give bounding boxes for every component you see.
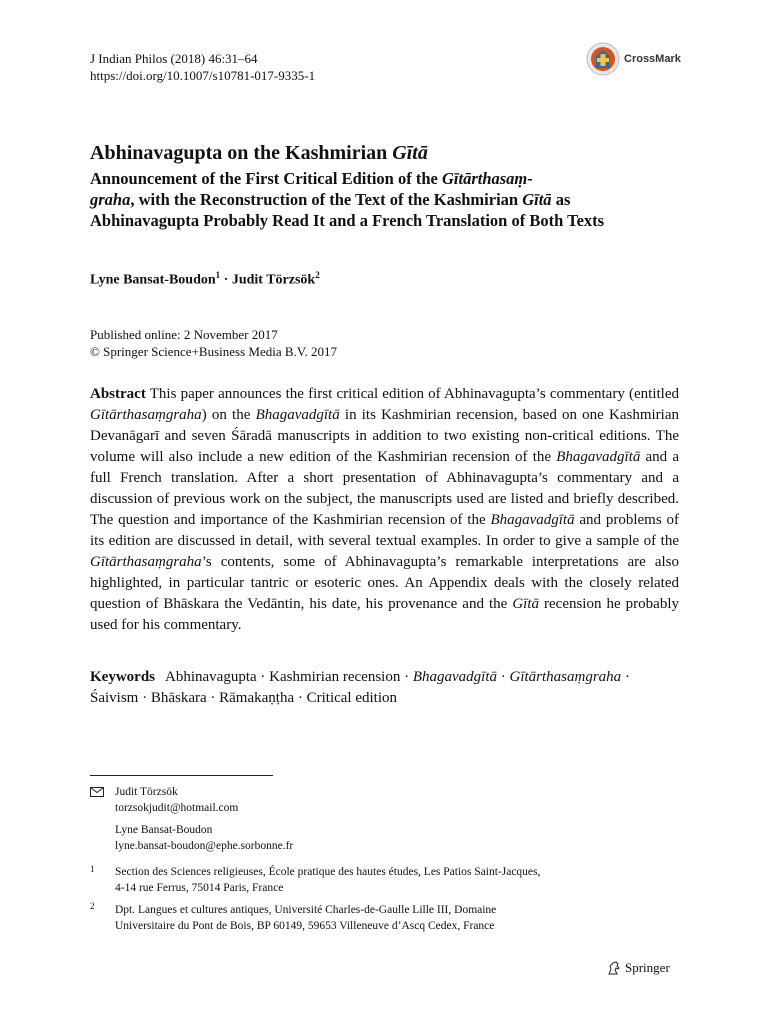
author-name[interactable]: Lyne Bansat-Boudon <box>90 272 216 288</box>
title-italic: Gītā <box>392 142 428 164</box>
abstract-text: ) on the <box>201 407 256 423</box>
abstract-text: This paper announces the first critical edition of Abhinavagupta’s commentary (entitled <box>145 386 679 402</box>
keyword-text: Gītārthasaṃgraha <box>509 669 622 685</box>
affiliation-2 <box>115 902 496 934</box>
author-affiliation-mark: 2 <box>315 270 320 280</box>
abstract-text: Bhagavadgītā <box>556 449 641 465</box>
article-title <box>90 142 428 165</box>
subtitle-part: Gītārthasaṃ- <box>441 169 533 188</box>
keywords <box>90 667 679 709</box>
abstract-text: Gītārthasaṃgraha <box>90 407 202 423</box>
publication-info <box>90 326 337 360</box>
footnote-divider <box>90 775 273 776</box>
affiliation-1 <box>115 864 540 896</box>
affiliation-number: 2 <box>90 901 95 911</box>
crossmark-icon <box>586 42 620 76</box>
contact-name: Lyne Bansat-Boudon <box>115 824 213 836</box>
abstract <box>90 384 679 636</box>
crossmark-label: CrossMark <box>624 53 681 65</box>
contact-block <box>115 784 238 816</box>
contact-block <box>115 822 293 854</box>
subtitle-part: graha <box>90 190 131 209</box>
abstract-text: Bhagavadgītā <box>490 512 575 528</box>
affiliation-number: 1 <box>90 864 95 874</box>
contact-name: Judit Törzsök <box>115 786 178 798</box>
author-affiliation-mark: 1 <box>215 270 221 280</box>
abstract-text: recension he probably used for his commentary. <box>90 596 679 633</box>
author-name[interactable]: Judit Törzsök <box>231 272 316 288</box>
keyword-text: Bhagavadgītā <box>412 669 497 685</box>
keyword-text: · <box>497 669 510 685</box>
title-text: Abhinavagupta on the Kashmirian <box>90 142 393 164</box>
contact-email[interactable]: torzsokjudit@hotmail.com <box>115 802 239 814</box>
contact-email[interactable]: lyne.bansat-boudon@ephe.sorbonne.fr <box>115 840 294 852</box>
affiliation-line: Universitaire du Pont de Bois, BP 60149, 59653 Villeneuve d’Ascq Cedex, France <box>115 920 495 932</box>
keywords-heading: Keywords <box>90 669 155 685</box>
abstract-text: Gītā <box>512 596 539 612</box>
journal-header <box>90 50 315 84</box>
crossmark-badge[interactable] <box>586 42 696 76</box>
affiliation-line: Section des Sciences religieuses, École pratique des hautes études, Les Patios Saint-Jacques, <box>115 866 541 878</box>
keyword-text: · Śaivism · Bhāskara · Rāmakaṇṭha · Critical edition <box>90 669 630 706</box>
affiliation-line: 4-14 rue Ferrus, 75014 Paris, France <box>115 882 284 894</box>
abstract-text: and problems of its edition are discussed in detail, with several textual examples. In order to give a sample of the <box>90 512 679 549</box>
author-list <box>90 270 320 289</box>
springer-horse-icon <box>606 960 622 976</box>
author-separator: · <box>220 272 232 288</box>
affiliation-line: Dpt. Langues et cultures antiques, Université Charles-de-Gaulle Lille III, Domaine <box>115 904 497 916</box>
copyright-notice: © Springer Science+Business Media B.V. 2017 <box>90 344 337 359</box>
article-subtitle <box>90 168 650 231</box>
abstract-text: Gītārthasaṃgraha <box>90 554 202 570</box>
publisher-logo <box>606 960 670 976</box>
abstract-heading: Abstract <box>90 386 146 402</box>
abstract-text: ’s contents, some of Abhinavagupta’s remarkable interpretations are also highlighted, in particular tantric or esoteric ones. An Appendix deals with the closely related question of Bhāskara the Vedāntin, his date, his provenance and the <box>90 554 679 612</box>
published-date: Published online: 2 November 2017 <box>90 327 278 342</box>
envelope-icon <box>90 787 104 797</box>
abstract-text: and a full French translation. After a short presentation of Abhinavagupta’s commentary and a discussion of previous work on the subject, the manuscripts used are listed and briefly described. The question and importance of the Kashmirian recension of the <box>90 449 679 528</box>
keyword-text: Abhinavagupta · Kashmirian recension · <box>165 669 413 685</box>
journal-citation: J Indian Philos (2018) 46:31–64 <box>90 51 258 66</box>
abstract-text: in its Kashmirian recension, based on one Kashmirian Devanāgarī and seven Śāradā manuscripts in addition to two existing non-critical editions. The volume will also include a new edition of the Kashmirian recension of the <box>90 407 680 465</box>
subtitle-part: Announcement of the First Critical Edition of the <box>90 169 442 188</box>
subtitle-part: , with the Reconstruction of the Text of the Kashmirian <box>130 190 523 209</box>
subtitle-part: Gītā <box>522 190 552 209</box>
abstract-text: Bhagavadgītā <box>255 407 340 423</box>
doi-link[interactable]: https://doi.org/10.1007/s10781-017-9335-1 <box>90 68 316 83</box>
publisher-name: Springer <box>625 960 670 975</box>
subtitle-part: as Abhinavagupta Probably Read It and a French Translation of Both Texts <box>90 190 605 230</box>
